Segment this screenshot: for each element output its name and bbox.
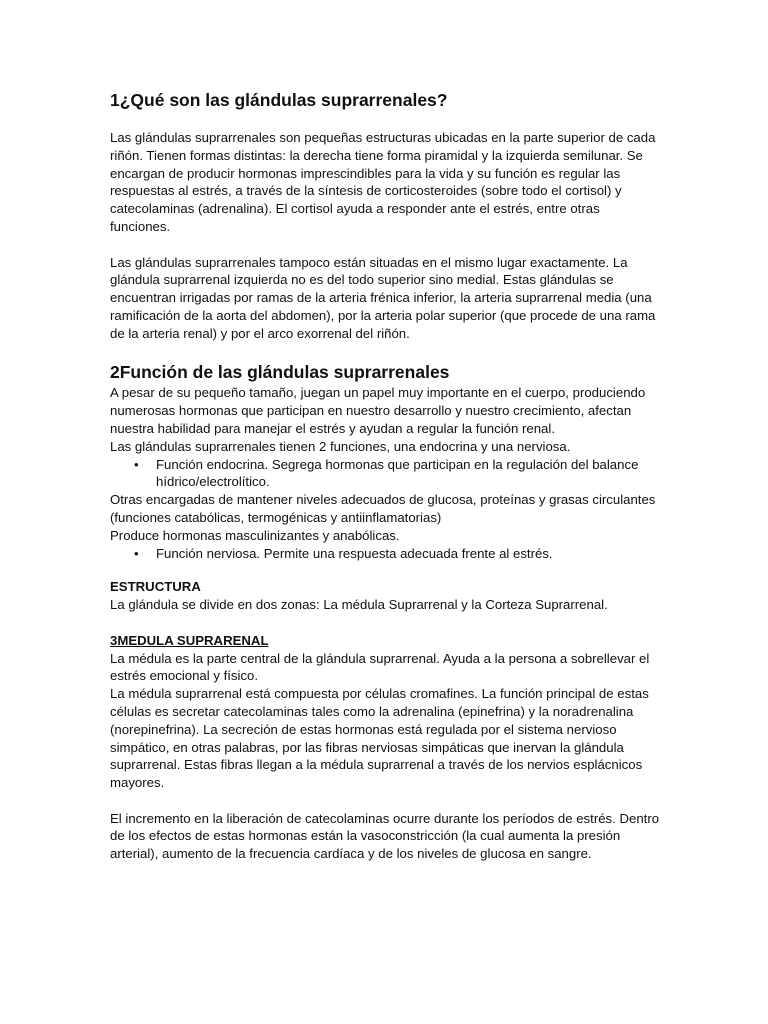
document-body (110, 88, 662, 863)
section2-paragraph-3: Otras encargadas de mantener niveles adecuados de glucosa, proteínas y grasas circulantes (funciones catabólicas, termogénicas y antiinflamatorias) (110, 492, 656, 525)
bullet-item-endocrine (134, 456, 662, 492)
section3-paragraph-3: El incremento en la liberación de catecolaminas ocurre durante los períodos de estrés. Dentro de los efectos de estas hormonas están la vasoconstricción (la cual aumenta la presión arterial), aumento de la frecuencia cardíaca y de los niveles de glucosa en sangre. (110, 810, 660, 862)
bullet-text: Función nerviosa. Permite una respuesta adecuada frente al estrés. (156, 545, 553, 561)
estructura-paragraph: La glándula se divide en dos zonas: La médula Suprarrenal y la Corteza Suprarrenal. (110, 597, 608, 613)
section2-bullet-list-2 (110, 545, 662, 563)
estructura-heading: ESTRUCTURA (110, 579, 201, 595)
bullet-item-nervous (134, 545, 662, 563)
section2-paragraph-4: Produce hormonas masculinizantes y anabólicas. (110, 527, 400, 543)
bullet-text: Función endocrina. Segrega hormonas que participan en la regulación del balance hídrico/electrolítico. (156, 456, 639, 490)
section2-bullet-list-1 (110, 456, 662, 492)
section1-paragraph-2: Las glándulas suprarrenales tampoco están situadas en el mismo lugar exactamente. La glándula suprarrenal izquierda no es del todo superior sino medial. Estas glándulas se encuentran irrigadas por ramas de la arteria frénica inferior, la arteria suprarrenal media (una ramificación de la aorta del abdomen), por la arteria polar superior (que procede de una rama de la arteria renal) y por el arco exorrenal del riñón. (110, 254, 656, 341)
section2-paragraph-2: Las glándulas suprarrenales tienen 2 funciones, una endocrina y una nerviosa. (110, 438, 571, 454)
section3-heading: 3MEDULA SUPRARENAL (110, 632, 269, 648)
section1-paragraph-1: Las glándulas suprarrenales son pequeñas estructuras ubicadas en la parte superior de cada riñón. Tienen formas distintas: la derecha tiene forma piramidal y la izquierda semilunar. Se encargan de producir hormonas imprescindibles para la vida y su función es regular las respuestas al estrés, a través de la síntesis de corticosteroides (sobre todo el cortisol) y catecolaminas (adrenalina). El cortisol ayuda a responder ante el estrés, entre otras funciones. (110, 130, 656, 234)
section3-paragraph-2: La médula suprarrenal está compuesta por células cromafines. La función principal de estas células es secretar catecolaminas tales como la adrenalina (epinefrina) y la noradrenalina (norepinefrina). La secreción de estas hormonas está regulada por el sistema nervioso simpático, en otras palabras, por las fibras nerviosas simpáticas que inervan la glándula suprarrenal. Estas fibras llegan a la médula suprarrenal a través de los nervios esplácnicos mayores. (110, 686, 649, 791)
bullet-icon: • (134, 456, 139, 472)
section1-heading: 1¿Qué son las glándulas suprarrenales? (110, 90, 448, 110)
section2-paragraph-1: A pesar de su pequeño tamaño, juegan un papel muy importante en el cuerpo, produciendo numerosas hormonas que participan en nuestro desarrollo y nuestro crecimiento, afectan nuestra habilidad para manejar el estrés y ayudan a regular la función renal. (110, 385, 646, 436)
section2-heading: 2Función de las glándulas suprarrenales (110, 362, 450, 383)
section3-paragraph-1: La médula es la parte central de la glándula suprarrenal. Ayuda a la persona a sobrellevar el estrés emocional y físico. (110, 650, 650, 684)
bullet-icon: • (134, 545, 139, 561)
